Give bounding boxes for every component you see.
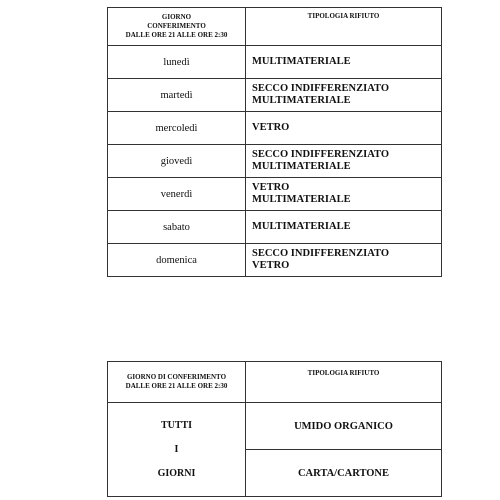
waste-item: MULTIMATERIALE (252, 221, 351, 232)
day-cell: martedì (108, 79, 246, 112)
day-cell: mercoledì (108, 112, 246, 145)
waste-item: MULTIMATERIALE (252, 194, 351, 205)
table-row (108, 79, 442, 112)
header-day-line: DALLE ORE 21 ALLE ORE 2:30 (125, 382, 228, 390)
table-row (108, 145, 442, 178)
waste-item: MULTIMATERIALE (252, 56, 351, 67)
waste-cell (246, 79, 442, 112)
all-days-line: TUTTI (160, 419, 193, 431)
waste-cell (246, 46, 442, 79)
table-header-row (108, 8, 442, 46)
waste-item: SECCO INDIFFERENZIATO (252, 248, 390, 259)
all-days-line: GIORNI (157, 467, 196, 479)
header-day-line: GIORNO (161, 13, 192, 21)
header-day-line: GIORNO DI CONFERIMENTO (126, 373, 227, 381)
header-day-line: CONFERIMENTO (147, 22, 206, 30)
waste-cell (246, 112, 442, 145)
header-waste-type: TIPOLOGIA RIFIUTO (246, 362, 442, 403)
waste-item: VETRO (252, 122, 290, 133)
waste-cell (246, 244, 442, 277)
table-row (108, 244, 442, 277)
day-cell: sabato (108, 211, 246, 244)
table-header-row (108, 362, 442, 403)
day-cell: domenica (108, 244, 246, 277)
waste-cell: CARTA/CARTONE (246, 450, 442, 497)
waste-cell (246, 211, 442, 244)
weekly-schedule-table (107, 7, 442, 277)
waste-item: SECCO INDIFFERENZIATO (252, 149, 390, 160)
header-day (108, 8, 246, 46)
table-row (108, 112, 442, 145)
waste-item: MULTIMATERIALE (252, 95, 351, 106)
waste-item: SECCO INDIFFERENZIATO (252, 83, 390, 94)
waste-cell (246, 145, 442, 178)
waste-item: VETRO (252, 260, 290, 271)
table-row (108, 46, 442, 79)
day-cell: lunedì (108, 46, 246, 79)
all-days-cell (108, 403, 246, 497)
waste-item: VETRO (252, 182, 290, 193)
day-cell: giovedì (108, 145, 246, 178)
waste-cell: UMIDO ORGANICO (246, 403, 442, 450)
table-row (108, 403, 442, 450)
waste-cell (246, 178, 442, 211)
header-waste-type: TIPOLOGIA RIFIUTO (246, 8, 442, 46)
header-day-line: DALLE ORE 21 ALLE ORE 2:30 (125, 31, 228, 39)
waste-item: MULTIMATERIALE (252, 161, 351, 172)
daily-schedule-table (107, 361, 442, 497)
table-row (108, 211, 442, 244)
table-row (108, 178, 442, 211)
day-cell: venerdì (108, 178, 246, 211)
all-days-line: I (174, 443, 179, 455)
header-day (108, 362, 246, 403)
